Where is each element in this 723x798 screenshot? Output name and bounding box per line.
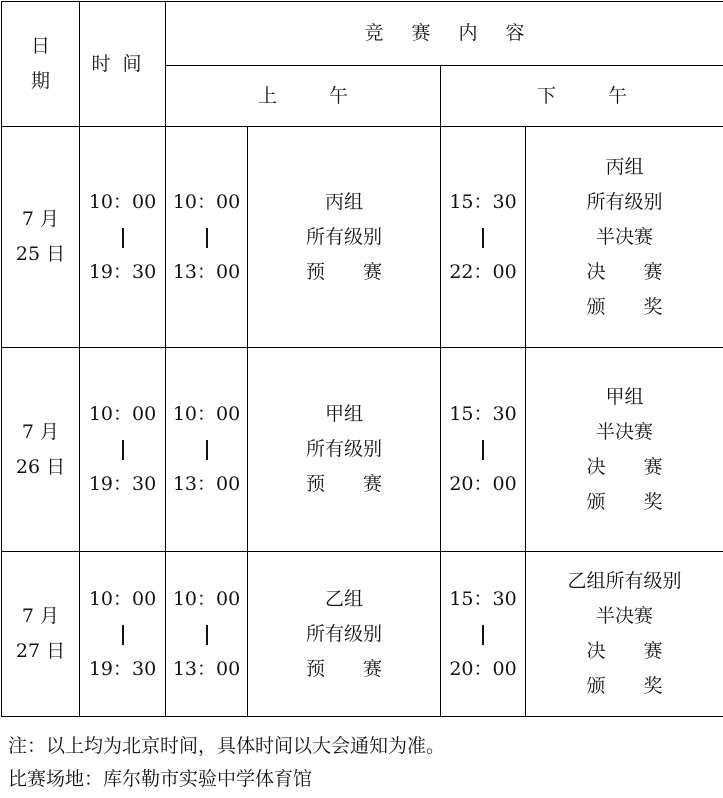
afternoon-event-final: 决 赛	[586, 455, 663, 478]
morning-time-end: 13：00	[172, 260, 241, 283]
schedule-row	[2, 552, 723, 717]
range-separator	[166, 220, 247, 255]
afternoon-time-cell	[441, 127, 526, 348]
morning-events-cell	[248, 552, 441, 717]
afternoon-event-semifinal: 半决赛	[596, 420, 654, 443]
afternoon-event-group: 甲组	[605, 385, 644, 408]
date-day: 27 日	[15, 640, 66, 662]
morning-time-cell	[166, 552, 248, 717]
range-separator	[80, 617, 165, 652]
afternoon-event-final: 决 赛	[586, 640, 663, 662]
afternoon-event-group-level: 乙组所有级别	[567, 570, 682, 592]
competition-schedule-table	[1, 1, 723, 717]
morning-time-start: 10：00	[172, 403, 241, 425]
date-month: 7 月	[21, 208, 60, 230]
range-separator	[166, 432, 247, 467]
morning-events-cell	[248, 127, 441, 348]
afternoon-event-level: 所有级别	[586, 190, 663, 213]
morning-event-level: 所有级别	[305, 225, 382, 248]
afternoon-time-cell	[441, 348, 526, 552]
afternoon-time-end: 22：00	[449, 260, 517, 283]
overall-time-start: 10：00	[88, 190, 157, 213]
range-separator	[441, 617, 525, 652]
date-month: 7 月	[21, 605, 60, 627]
morning-events-cell	[248, 348, 441, 552]
morning-event-group: 甲组	[324, 403, 363, 425]
morning-event-level: 所有级别	[305, 622, 382, 645]
range-separator	[441, 220, 525, 255]
morning-time-cell	[166, 348, 248, 552]
afternoon-event-group: 丙组	[605, 155, 644, 178]
date-cell	[2, 127, 80, 348]
time-note: 注：以上均为北京时间，具体时间以大会通知为准。	[8, 735, 446, 757]
morning-event-level: 所有级别	[305, 438, 382, 460]
header-afternoon-cell: 下午	[441, 66, 723, 127]
afternoon-time-start: 15：30	[449, 403, 517, 425]
morning-event-stage: 预 赛	[305, 473, 382, 495]
afternoon-event-semifinal: 半决赛	[596, 605, 654, 627]
afternoon-event-award: 颁 奖	[586, 675, 663, 697]
overall-time-end: 19：30	[88, 260, 157, 283]
footnotes	[8, 730, 445, 796]
date-day: 26 日	[15, 455, 66, 478]
overall-time-cell	[80, 552, 166, 717]
header-time-cell: 时间	[80, 2, 166, 127]
header-morning-cell: 上午	[166, 66, 441, 127]
header-date-line2: 期	[30, 70, 50, 92]
afternoon-events-cell	[526, 552, 723, 717]
afternoon-time-start: 15：30	[449, 587, 517, 610]
date-day: 25 日	[15, 243, 66, 265]
date-month: 7 月	[21, 420, 60, 443]
range-separator	[166, 617, 247, 652]
overall-time-cell	[80, 348, 166, 552]
afternoon-event-award: 颁 奖	[586, 490, 663, 513]
overall-time-end: 19：30	[88, 657, 157, 680]
afternoon-events-cell	[526, 348, 723, 552]
morning-event-stage: 预 赛	[305, 657, 382, 680]
morning-event-stage: 预 赛	[305, 260, 382, 283]
afternoon-event-semifinal: 半决赛	[596, 225, 654, 248]
overall-time-cell	[80, 127, 166, 348]
afternoon-time-start: 15：30	[449, 190, 517, 213]
morning-time-end: 13：00	[172, 473, 241, 495]
morning-event-group: 丙组	[324, 190, 363, 213]
range-separator	[80, 432, 165, 467]
afternoon-event-award: 颁 奖	[586, 295, 663, 318]
date-cell	[2, 552, 80, 717]
afternoon-time-end: 20：00	[449, 657, 517, 680]
range-separator	[80, 220, 165, 255]
overall-time-start: 10：00	[88, 587, 157, 610]
overall-time-end: 19：30	[88, 473, 157, 495]
header-date-line1: 日	[30, 35, 50, 57]
morning-time-start: 10：00	[172, 587, 241, 610]
header-row-1	[2, 2, 723, 66]
venue-note: 比赛场地：库尔勒市实验中学体育馆	[8, 768, 313, 790]
date-cell	[2, 348, 80, 552]
afternoon-event-final: 决 赛	[586, 260, 663, 283]
afternoon-time-end: 20：00	[449, 473, 517, 495]
range-separator	[441, 432, 525, 467]
schedule-row	[2, 127, 723, 348]
morning-time-end: 13：00	[172, 657, 241, 680]
header-content-cell: 竞赛内容	[166, 2, 723, 66]
schedule-row	[2, 348, 723, 552]
morning-event-group: 乙组	[324, 587, 363, 610]
overall-time-start: 10：00	[88, 403, 157, 425]
afternoon-events-cell	[526, 127, 723, 348]
morning-time-start: 10：00	[172, 190, 241, 213]
header-date-cell	[2, 2, 80, 127]
morning-time-cell	[166, 127, 248, 348]
afternoon-time-cell	[441, 552, 526, 717]
